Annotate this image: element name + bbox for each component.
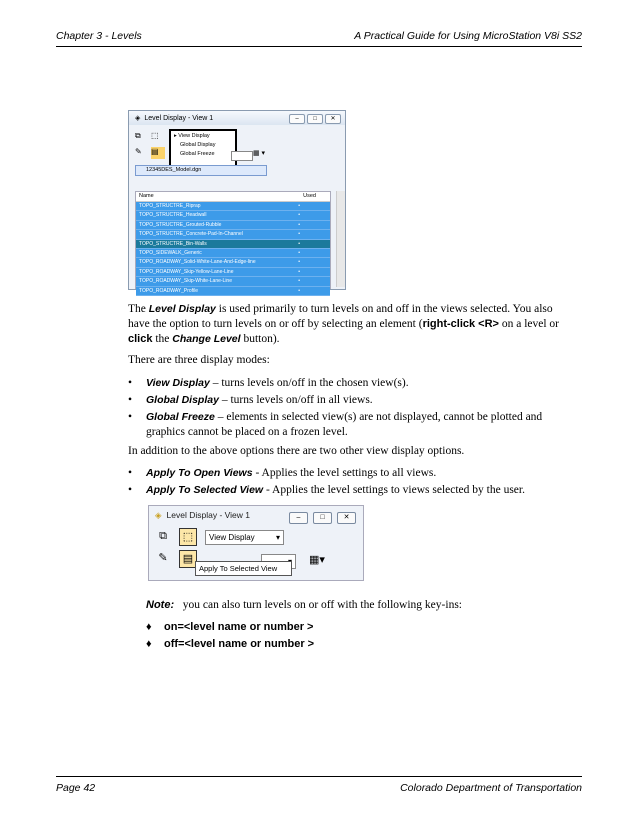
footer-rule	[56, 776, 582, 777]
level-row[interactable]: TOPO_STRUCTRE_Headwall •	[136, 211, 330, 220]
level-row[interactable]: TOPO_STRUCTRE_Concrete-Pad-In-Channel •	[136, 230, 330, 239]
close-button[interactable]: ✕	[337, 512, 356, 524]
note: Note: you can also turn levels on or off with the following key-ins:	[146, 599, 462, 611]
display-mode-menu[interactable]	[169, 129, 237, 168]
minimize-button[interactable]: –	[289, 512, 308, 524]
menu-item-global-freeze[interactable]: Global Freeze	[180, 151, 215, 157]
chevron-down-icon: ▾	[275, 533, 280, 542]
mode-bullet: • Global Display – turns levels on/off in all views.	[128, 394, 373, 406]
intro-paragraph: The Level Display is used primarily to turn levels on and off in the views selected. You also have the option to turn levels on or off by selecting an element (right-click <R> on a level or click the Change Level button).	[128, 303, 560, 345]
close-button[interactable]: ✕	[325, 114, 341, 124]
column-used[interactable]: Used	[303, 193, 316, 199]
diamond-bullet-icon: ♦	[146, 638, 152, 650]
list-scrollbar[interactable]	[336, 191, 345, 287]
menu-item-view-display[interactable]: ▸ View Display	[174, 133, 210, 139]
level-list	[135, 191, 331, 294]
level-row[interactable]: TOPO_SIDEWALK_Generic •	[136, 249, 330, 258]
apply-to-open-views-icon[interactable]: ⬚	[179, 528, 197, 546]
footer-right: Colorado Department of Transportation	[400, 782, 582, 794]
change-level-icon[interactable]: ✎	[135, 147, 142, 156]
filter-icon[interactable]: ▦ ▾	[253, 150, 266, 157]
filter-icon[interactable]: ▦▾	[309, 554, 325, 566]
level-display-screenshot	[128, 110, 346, 294]
apply-to-selected-view-icon[interactable]: ▤	[179, 550, 197, 568]
display-mode-dropdown[interactable]: View Display ▾	[205, 530, 284, 545]
tooltip: Apply To Selected View	[195, 561, 292, 576]
level-row-selected[interactable]: TOPO_STRUCTRE_Bin-Walls •	[136, 240, 330, 249]
menu-check-icon: ▸	[174, 133, 177, 139]
window-title: ◈ Level Display - View 1	[129, 111, 345, 125]
column-name[interactable]: Name	[139, 193, 154, 199]
page-footer	[56, 782, 582, 796]
apply-selected-view-screenshot	[148, 505, 364, 581]
level-row[interactable]: TOPO_ROADWAY_Solid-White-Lane-And-Edge-line •	[136, 258, 330, 267]
level-display-icon: ◈	[135, 115, 141, 122]
apply-icon[interactable]: ▤	[151, 147, 165, 159]
model-file-item[interactable]: 12345DES_Model.dgn	[135, 165, 267, 176]
view-display-icon[interactable]: ⧉	[159, 530, 167, 542]
level-row[interactable]: TOPO_STRUCTRE_Riprap •	[136, 202, 330, 211]
header-rule	[56, 46, 582, 47]
page-header	[56, 30, 582, 44]
mode-bullet: • Global Freeze – elements in selected view(s) are not displayed, cannot be plotted and graphics cannot be placed on a frozen level.	[128, 411, 543, 438]
header-right: A Practical Guide for Using MicroStation V8i SS2	[354, 30, 582, 42]
options-intro: In addition to the above options there are two other view display options.	[128, 445, 465, 457]
maximize-button[interactable]: □	[313, 512, 332, 524]
select-icon[interactable]: ⬚	[151, 131, 159, 140]
diamond-bullet-icon: ♦	[146, 621, 152, 633]
level-row[interactable]: TOPO_ROADWAY_Skip-Yellow-Lane-Line •	[136, 268, 330, 277]
level-row[interactable]: TOPO_STRUCTRE_Grouted-Rubble •	[136, 221, 330, 230]
window-title: ◈ Level Display - View 1	[155, 509, 251, 520]
modes-intro: There are three display modes:	[128, 354, 270, 366]
level-row[interactable]: TOPO_ROADWAY_Skip-White-Lane-Line •	[136, 277, 330, 286]
level-display-icon: ◈	[155, 509, 162, 520]
mode-bullet: • View Display – turns levels on/off in the chosen view(s).	[128, 377, 409, 389]
option-bullet: • Apply To Open Views - Applies the level settings to all views.	[128, 467, 437, 479]
footer-left: Page 42	[56, 782, 96, 794]
list-header	[136, 192, 330, 202]
view-display-toolbar-icon[interactable]: ⧉	[135, 131, 141, 140]
minimize-button[interactable]: –	[289, 114, 305, 124]
maximize-button[interactable]: □	[307, 114, 323, 124]
header-left: Chapter 3 - Levels	[56, 30, 142, 42]
filter-dropdown[interactable]	[231, 151, 253, 161]
level-row[interactable]: TOPO_ROADWAY_Profile •	[136, 287, 330, 296]
option-bullet: • Apply To Selected View - Applies the level settings to views selected by the user.	[128, 484, 525, 496]
menu-item-global-display[interactable]: Global Display	[180, 142, 216, 148]
change-level-icon[interactable]: ✎	[158, 552, 168, 564]
